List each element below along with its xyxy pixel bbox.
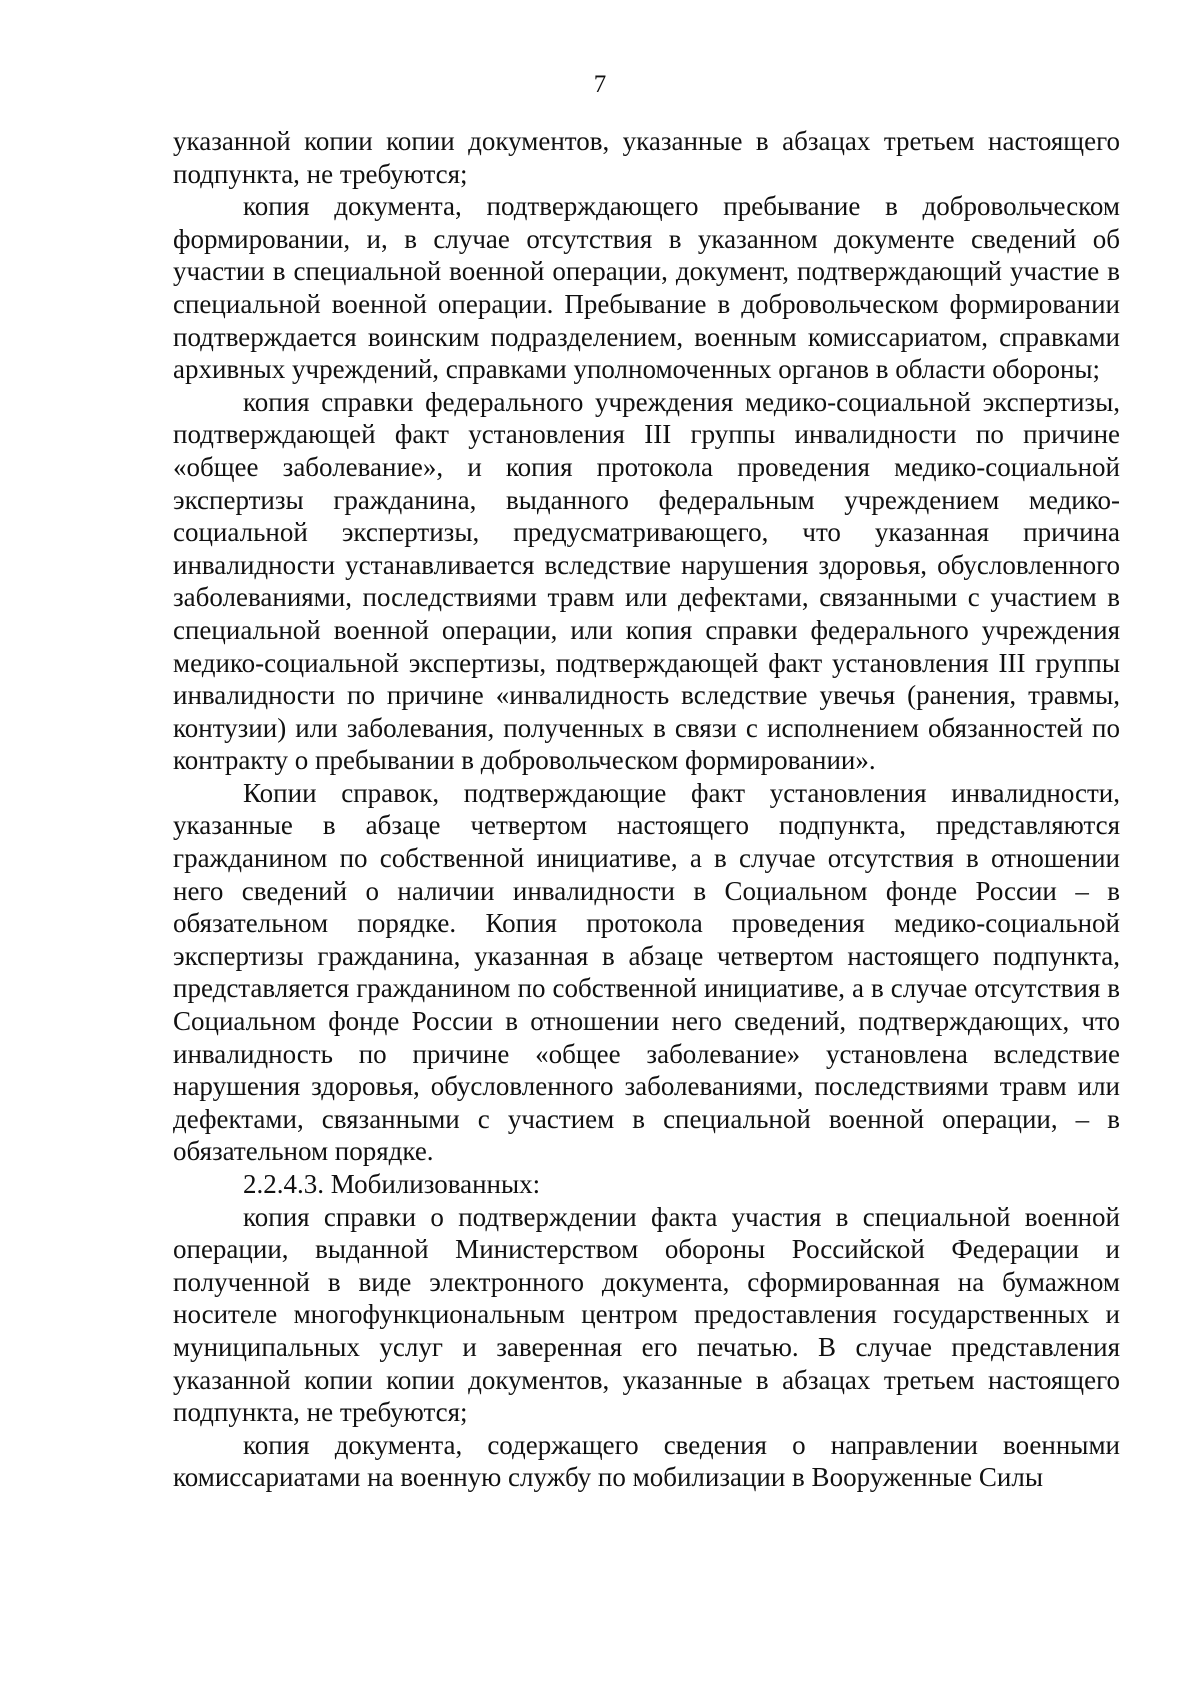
paragraph-mobilization-document: копия документа, содержащего сведения о направлении военными комиссариатами на военную службу по мобилизации в Вооруженные Силы bbox=[173, 1429, 1120, 1493]
paragraph-disability-copies: Копии справок, подтверждающие факт установления инвалидности, указанные в абзаце четвертом настоящего подпункта, представляются гражданином по собственной инициативе, а в случае отсутствия в отношении него сведений о наличии инвалидности в Социальном фонде России – в обязательном порядке. Копия протокола проведения медико-социальной экспертизы гражданина, указанная в абзаце четвертом настоящего подпункта, представляется гражданином по собственной инициативе, а в случае отсутствия в Социальном фонде России в отношении него сведений, подтверждающих, что инвалидность по причине «общее заболевание» установлена вследствие нарушения здоровья, обусловленного заболеваниями, последствиями травм или дефектами, связанными с участием в специальной военной операции, – в обязательном порядке. bbox=[173, 777, 1120, 1167]
paragraph-participation-certificate: копия справки о подтверждении факта участия в специальной военной операции, выданной Министерством обороны Российской Федерации и полученной в виде электронного документа, сформированная на бумажном носителе многофункциональным центром предоставления государственных и муниципальных услуг и заверенная его печатью. В случае представления указанной копии копии документов, указанные в абзацах третьем настоящего подпункта, не требуются; bbox=[173, 1201, 1120, 1428]
document-body bbox=[173, 125, 1120, 1494]
page-number: 7 bbox=[593, 71, 607, 98]
section-heading-mobilized: 2.2.4.3. Мобилизованных: bbox=[243, 1169, 541, 1199]
paragraph-volunteer-document: копия документа, подтверждающего пребывание в добровольческом формировании, и, в случае отсутствия в указанном документе сведений об участии в специальной военной операции, документ, подтверждающий участие в специальной военной операции. Пребывание в добровольческом формировании подтверждается воинским подразделением, военным комиссариатом, справками архивных учреждений, справками уполномоченных органов в области обороны; bbox=[173, 191, 1120, 385]
paragraph-disability-certificate: копия справки федерального учреждения медико-социальной экспертизы, подтверждающей факт установления III группы инвалидности по причине «общее заболевание», и копия протокола проведения медико-социальной экспертизы гражданина, выданного федеральным учреждением медико-социальной экспертизы, предусматривающего, что указанная причина инвалидности устанавливается вследствие нарушения здоровья, обусловленного заболеваниями, последствиями травм или дефектами, связанными с участием в специальной военной операции, или копия справки федерального учреждения медико-социальной экспертизы, подтверждающей факт установления III группы инвалидности по причине «инвалидность вследствие увечья (ранения, травмы, контузии) или заболевания, полученных в связи с исполнением обязанностей по контракту о пребывании в добровольческом формировании». bbox=[173, 386, 1120, 776]
paragraph-continuation: указанной копии копии документов, указанные в абзацах третьем настоящего подпункта, не требуются; bbox=[173, 126, 1120, 189]
